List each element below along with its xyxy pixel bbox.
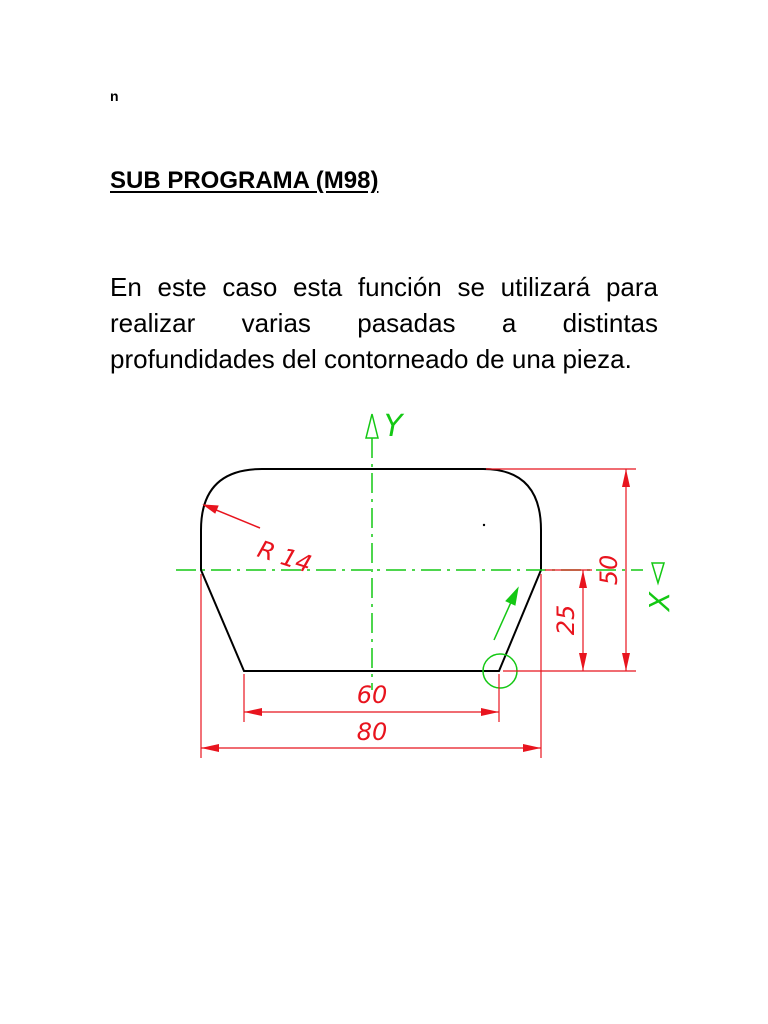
y-axis-arrow-icon xyxy=(366,414,378,438)
radius-arrow-icon xyxy=(204,505,218,513)
body-paragraph: En este caso esta función se utilizará para realizar varias pasadas a distintas profundidades del contorneado de una pieza. xyxy=(110,272,658,374)
page-marker: n xyxy=(110,88,119,104)
dim-25-arrow-bottom-icon xyxy=(579,653,587,671)
page-title: SUB PROGRAMA (M98) xyxy=(110,167,379,194)
dim-80-arrow-right-icon xyxy=(523,744,541,752)
dim-25-arrow-top-icon xyxy=(579,570,587,588)
dim-60-arrow-left-icon xyxy=(244,708,262,716)
tool-direction-line xyxy=(494,600,512,640)
part-point xyxy=(483,524,485,526)
dim-80-arrow-left-icon xyxy=(201,744,219,752)
dim-60-arrow-right-icon xyxy=(481,708,499,716)
dim-25-label: 25 xyxy=(552,604,580,636)
dim-80-label: 80 xyxy=(356,718,388,746)
x-axis-label: X xyxy=(643,591,676,611)
dim-50-label: 50 xyxy=(595,554,623,586)
y-axis-label: Y xyxy=(384,409,403,444)
x-axis-arrow-icon xyxy=(652,563,664,583)
dim-60-label: 60 xyxy=(356,681,388,709)
radius-label: R 14 xyxy=(254,535,315,579)
tool-direction-arrow-icon xyxy=(506,588,518,605)
dim-50-arrow-top-icon xyxy=(622,469,630,487)
dim-50-arrow-bottom-icon xyxy=(622,653,630,671)
